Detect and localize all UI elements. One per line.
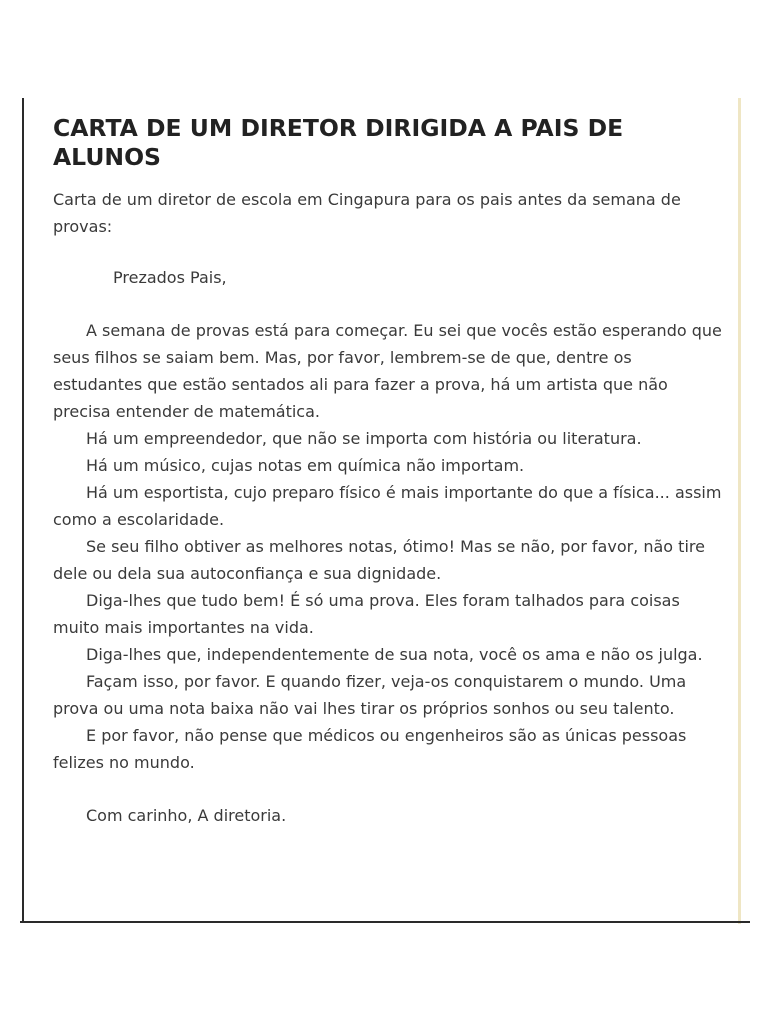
letter-paragraph: Há um músico, cujas notas em química não importam. — [86, 456, 525, 475]
letter-paragraph: A semana de provas está para começar. Eu sei que vocês estão esperando que seus filhos se saiam bem. Mas, por favor, lembrem-se de que, dentre os estudantes que estão sentados ali para fazer a prova, há um artista que não precisa entender de matemática. — [53, 321, 722, 421]
letter-paragraph: Diga-lhes que, independentemente de sua nota, você os ama e não os julga. — [86, 645, 703, 664]
right-border-line — [738, 98, 741, 924]
letter-paragraph: Há um esportista, cujo preparo físico é mais importante do que a física... assim como a escolaridade. — [53, 483, 722, 529]
letter-content — [53, 114, 723, 829]
left-border-line — [22, 98, 24, 922]
letter-paragraph: Se seu filho obtiver as melhores notas, ótimo! Mas se não, por favor, não tire dele ou dela sua autoconfiança e sua dignidade. — [53, 537, 705, 583]
letter-body — [53, 317, 723, 776]
letter-intro: Carta de um diretor de escola em Cingapura para os pais antes da semana de provas: — [53, 190, 681, 236]
bottom-border-line — [20, 921, 750, 923]
letter-paragraph: E por favor, não pense que médicos ou engenheiros são as únicas pessoas felizes no mundo. — [53, 726, 687, 772]
letter-title: CARTA DE UM DIRETOR DIRIGIDA A PAIS DE ALUNOS — [53, 114, 624, 171]
letter-paragraph: Diga-lhes que tudo bem! É só uma prova. Eles foram talhados para coisas muito mais importantes na vida. — [53, 591, 680, 637]
letter-closing: Com carinho, A diretoria. — [86, 806, 287, 825]
letter-paragraph: Há um empreendedor, que não se importa com história ou literatura. — [86, 429, 642, 448]
letter-salutation: Prezados Pais, — [113, 268, 227, 287]
letter-paragraph: Façam isso, por favor. E quando fizer, veja-os conquistarem o mundo. Uma prova ou uma nota baixa não vai lhes tirar os próprios sonhos ou seu talento. — [53, 672, 687, 718]
